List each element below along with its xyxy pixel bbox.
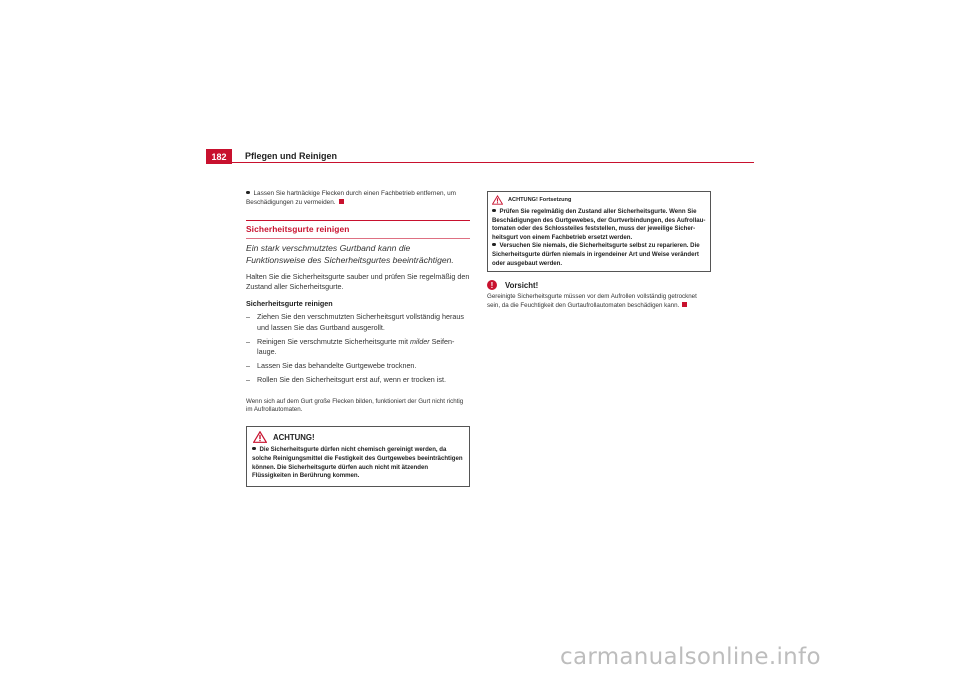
warning-continued-body: [488, 207, 710, 271]
section-end-icon: [682, 302, 687, 307]
warning-continued-header: [488, 192, 710, 207]
warning-item: [492, 242, 706, 268]
left-column: [246, 189, 470, 487]
section-end-icon: [339, 199, 344, 204]
warning-title: ACHTUNG!: [273, 432, 315, 442]
step-text: Rollen Sie den Sicherheitsgurt erst auf, wenn er trocken ist.: [257, 375, 446, 385]
caution-header: [487, 280, 711, 290]
bullet-icon: [492, 243, 496, 247]
bullet-icon: [252, 447, 256, 451]
warning-continued-title: ACHTUNG! Fortsetzung: [508, 197, 572, 203]
warning-body: [247, 446, 469, 485]
watermark: carmanualsonline.info: [560, 644, 821, 670]
step-dash: –: [246, 375, 250, 385]
section-title-underline: [246, 238, 470, 239]
caution-body: [487, 293, 711, 310]
step-item: [246, 312, 470, 332]
step-text: Ziehen Sie den verschmutzten Sicherheitsgurt vollständig heraus und lassen Sie das Gurtband ausgerollt.: [257, 312, 464, 332]
step-dash: –: [246, 336, 250, 346]
warning-item: [492, 208, 706, 242]
step-dash: –: [246, 361, 250, 371]
section-title: Sicherheitsgurte reinigen: [246, 224, 350, 234]
intro-bullet-text: Lassen Sie hartnäckige Flecken durch einen Fachbetrieb entfernen, um Beschädigungen zu vermeiden.: [246, 190, 456, 206]
page-header-title: Pflegen und Reinigen: [245, 151, 338, 161]
warning-item-text: Prüfen Sie regelmäßig den Zustand aller Sicherheitsgurte. Wenn Sie Beschädigungen des Gurtgewebes, der Gurtverbindungen, des Aufrollau-tomaten oder des Schlossteiles feststellen, muss der jeweilige Sicher-heitsgurt von einem Fachbetrieb ersetzt werden.: [492, 208, 706, 241]
warning-triangle-icon: [253, 431, 267, 443]
warning-text: Die Sicherheitsgurte dürfen nicht chemisch gereinigt werden, da solche Reinigungsmittel die Festigkeit des Gurtgewebes beeinträchtigen können. Die Sicherheitsgurte dürfen auch nicht mit ätzenden Flüssigkeiten in Berührung kommen.: [252, 446, 463, 480]
step-text-italic: milder: [410, 336, 430, 346]
body-text: Halten Sie die Sicherheitsgurte sauber und prüfen Sie regelmäßig den Zustand aller Sicherheitsgurte.: [246, 272, 470, 292]
caution-icon: !: [487, 280, 497, 290]
warning-box: [246, 426, 470, 486]
step-text: Seifen-lauge.: [257, 336, 455, 357]
step-dash: –: [246, 312, 250, 322]
step-text: Lassen Sie das behandelte Gurtgewebe trocknen.: [257, 361, 417, 371]
step-item: [246, 337, 470, 357]
step-item: [246, 361, 470, 371]
page-number: 182: [206, 149, 232, 164]
caution-title: Vorsicht!: [505, 280, 539, 290]
step-item: [246, 375, 470, 385]
caution-text: Gereinigte Sicherheitsgurte müssen vor dem Aufrollen vollständig getrocknet sein, da die Feuchtigkeit den Gurtaufrollautomaten beschädigen kann.: [487, 293, 697, 309]
warning-triangle-icon: [492, 195, 503, 205]
warning-header: [247, 427, 469, 446]
right-column: [487, 191, 711, 310]
step-text: Reinigen Sie verschmutzte Sicherheitsgurte mit: [257, 336, 411, 346]
intro-bullet: [246, 189, 470, 207]
warning-continued-box: [487, 191, 711, 272]
section-subtitle: Ein stark verschmutztes Gurtband kann die Funktionsweise des Sicherheitsgurtes beeinträchtigen.: [246, 243, 454, 265]
bullet-icon: [492, 209, 496, 213]
header-rule: [206, 162, 754, 163]
bullet-icon: [246, 191, 250, 195]
note-text: Wenn sich auf dem Gurt große Flecken bilden, funktioniert der Gurt nicht richtig im Aufrollautomaten.: [246, 397, 464, 414]
section-rule: [246, 220, 470, 221]
steps-heading: Sicherheitsgurte reinigen: [246, 299, 333, 309]
warning-item-text: Versuchen Sie niemals, die Sicherheitsgurte selbst zu reparieren. Die Sicherheitsgurte dürfen niemals in irgendeiner Art und Weise verändert oder ausgebaut werden.: [492, 242, 700, 267]
